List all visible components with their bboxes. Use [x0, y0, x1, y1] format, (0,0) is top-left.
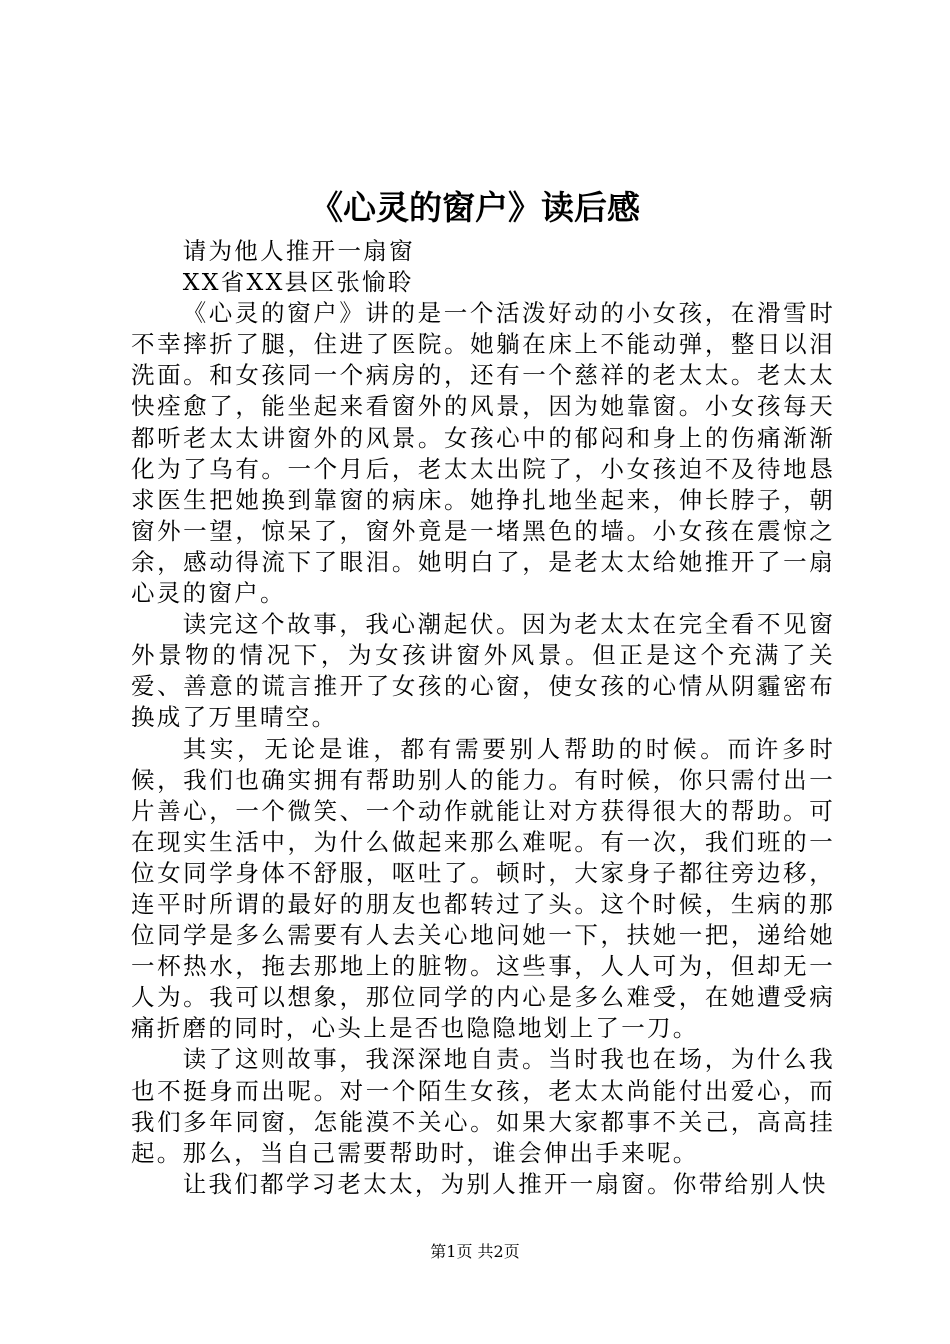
author-line: XX省XX县区张愉聆	[182, 268, 414, 297]
subtitle: 请为他人推开一扇窗	[182, 237, 415, 265]
page-footer: 第1页 共2页	[430, 1242, 520, 1261]
paragraph-3: 其实，无论是谁，都有需要别人帮助的时候。而许多时候，我们也确实拥有帮助别人的能力。有时候，你只需付出一片善心，一个微笑、一个动作就能让对方获得很大的帮助。可在现实生活中，为什么做起来那么难呢。有一次，我们班的一位女同学身体不舒服，呕吐了。顿时，大家身子都往旁边移，连平时所谓的最好的朋友也都转过了头。这个时候，生病的那位同学是多么需要有人去关心地问她一下，扶她一把，递给她一杯热水，拖去那地上的脏物。这些事，人人可为，但却无一人为。我可以想象，那位同学的内心是多么难受，在她遭受病痛折磨的同时，心头上是否也隐隐地划上了一刀。	[131, 734, 835, 1043]
document-title: 《心灵的窗户》读后感	[310, 188, 640, 227]
document-body	[131, 236, 835, 1200]
paragraph-4: 读了这则故事，我深深地自责。当时我也在场，为什么我也不挺身而出呢。对一个陌生女孩，老太太尚能付出爱心，而我们多年同窗，怎能漠不关心。如果大家都事不关己，高高挂起。那么，当自己需要帮助时，谁会伸出手来呢。	[131, 1045, 835, 1167]
paragraph-1: 《心灵的窗户》讲的是一个活泼好动的小女孩，在滑雪时不幸摔折了腿，住进了医院。她躺在床上不能动弹，整日以泪洗面。和女孩同一个病房的，还有一个慈祥的老太太。老太太快痊愈了，能坐起来看窗外的风景，因为她靠窗。小女孩每天都听老太太讲窗外的风景。女孩心中的郁闷和身上的伤痛渐渐化为了乌有。一个月后，老太太出院了，小女孩迫不及待地恳求医生把她换到靠窗的病床。她挣扎地坐起来，伸长脖子，朝窗外一望，惊呆了，窗外竟是一堵黑色的墙。小女孩在震惊之余，感动得流下了眼泪。她明白了，是老太太给她推开了一扇心灵的窗户。	[131, 299, 835, 608]
paragraph-2: 读完这个故事，我心潮起伏。因为老太太在完全看不见窗外景物的情况下，为女孩讲窗外风景。但正是这个充满了关爱、善意的谎言推开了女孩的心窗，使女孩的心情从阴霾密布换成了万里晴空。	[131, 610, 835, 732]
paragraph-5: 让我们都学习老太太，为别人推开一扇窗。你带给别人快	[182, 1169, 828, 1198]
